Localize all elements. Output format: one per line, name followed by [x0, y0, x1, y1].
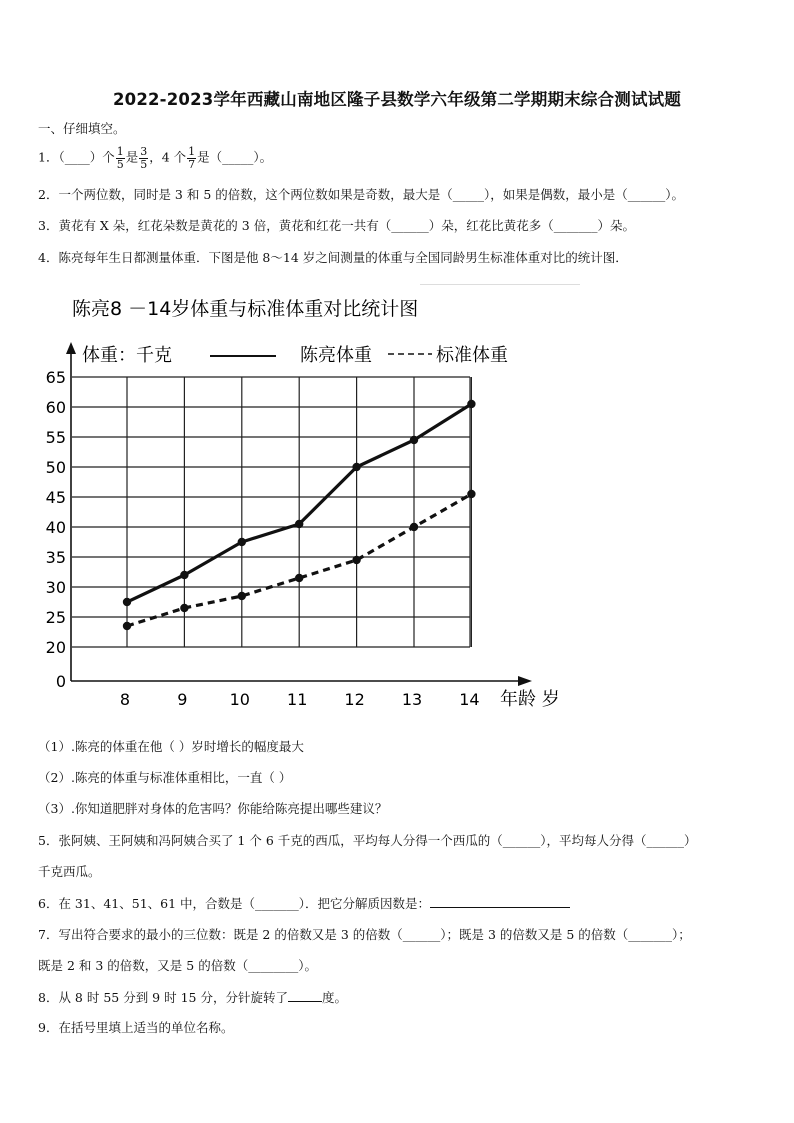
y-tick-label: 30 [45, 578, 66, 597]
question-5-cont: 千克西瓜。 [38, 864, 101, 879]
point-standard [123, 622, 131, 630]
chart-legend [66, 342, 508, 366]
q8-text: 8．从 8 时 55 分到 9 时 15 分，分针旋转了 [38, 990, 288, 1005]
y-tick-label: 0 [55, 672, 66, 691]
q1-suffix: 是（_____）。 [197, 149, 273, 165]
x-tick-label: 12 [344, 690, 365, 709]
y-tick-label: 45 [45, 488, 66, 507]
y-tick-label: 20 [45, 638, 66, 657]
question-8 [38, 989, 347, 1005]
y-tick-label: 50 [45, 458, 66, 477]
fraction-3-5: $\frac{3}{5}$ [140, 145, 148, 171]
question-7-cont: 既是 2 和 3 的倍数，又是 5 的倍数（________）。 [38, 958, 317, 973]
weight-comparison-chart [38, 285, 598, 725]
point-standard [180, 604, 188, 612]
question-9: 9．在括号里填上适当的单位名称。 [38, 1020, 234, 1035]
y-tick-label: 35 [45, 548, 66, 567]
question-1 [38, 146, 272, 170]
x-tick-label: 10 [229, 690, 250, 709]
legend-label-chenliang: 陈亮体重 [300, 345, 372, 366]
x-tick-label: 13 [401, 690, 423, 709]
question-4-1: （1）.陈亮的体重在他（ ）岁时增长的幅度最大 [38, 739, 304, 754]
point-chenliang [352, 463, 360, 471]
question-3: 3．黄花有 X 朵，红花朵数是黄花的 3 倍，黄花和红花一共有（______）朵，红花比黄花多（_______）朵。 [38, 218, 635, 233]
x-tick-label: 9 [177, 690, 188, 709]
question-4-2: （2）.陈亮的体重与标准体重相比，一直（ ） [38, 770, 292, 785]
q1-prefix: 1．（____）个 [38, 149, 115, 165]
y-axis-label: 体重：千克 [82, 345, 172, 366]
point-standard [352, 556, 360, 564]
point-chenliang [238, 538, 246, 546]
chart-tick-labels [46, 368, 560, 710]
page-title: 2022-2023学年西藏山南地区隆子县数学六年级第二学期期末综合测试试题 [112, 90, 682, 109]
question-5: 5．张阿姨、王阿姨和冯阿姨合买了 1 个 6 千克的西瓜，平均每人分得一个西瓜的（______），平均每人分得（______） [38, 833, 697, 848]
q8-suffix: 度。 [321, 990, 347, 1005]
q6-text: 6．在 31、41、51、61 中，合数是（_______）．把它分解质因数是： [38, 896, 431, 911]
point-standard [467, 490, 475, 498]
chart-grid [72, 377, 471, 647]
fraction-1-7: $\frac{1}{7}$ [188, 145, 196, 171]
x-tick-label: 11 [287, 690, 308, 709]
y-tick-label: 65 [45, 368, 66, 387]
y-tick-label: 40 [45, 518, 66, 537]
x-axis-label: 年龄 岁 [500, 689, 560, 710]
point-standard [238, 592, 246, 600]
y-tick-label: 55 [45, 428, 66, 447]
question-4-3: （3）.你知道肥胖对身体的危害吗？你能给陈亮提出哪些建议？ [38, 801, 388, 816]
chart-title: 陈亮8 －14岁体重与标准体重对比统计图 [72, 298, 419, 320]
question-2: 2．一个两位数，同时是 3 和 5 的倍数，这个两位数如果是奇数，最大是（_____），如果是偶数，最小是（______）。 [38, 187, 685, 202]
legend-label-standard: 标准体重 [436, 345, 508, 366]
point-chenliang [295, 520, 303, 528]
fraction-1-5: $\frac{1}{5}$ [116, 145, 124, 171]
y-axis-arrow-icon [66, 342, 76, 354]
point-chenliang [123, 598, 131, 606]
point-chenliang [467, 400, 475, 408]
point-standard [295, 574, 303, 582]
answer-blank [288, 989, 322, 1002]
question-6 [38, 895, 570, 911]
q1-mid1: 是 [125, 149, 139, 165]
section-heading: 一、仔细填空。 [38, 121, 126, 136]
y-tick-label: 25 [45, 608, 66, 627]
point-chenliang [410, 436, 418, 444]
y-tick-label: 60 [45, 398, 66, 417]
question-4: 4．陈亮每年生日都测量体重．下图是他 8～14 岁之间测量的体重与全国同龄男生标准体重对比的统计图． [38, 250, 628, 265]
point-standard [410, 523, 418, 531]
chart-axes [71, 347, 532, 686]
x-tick-label: 8 [119, 690, 131, 709]
q1-mid2: ，4 个 [149, 149, 187, 165]
answer-blank [430, 895, 570, 908]
question-7: 7．写出符合要求的最小的三位数：既是 2 的倍数又是 3 的倍数（______）；既是 3 的倍数又是 5 的倍数（_______）； [38, 927, 691, 942]
point-chenliang [180, 571, 188, 579]
x-tick-label: 14 [459, 690, 480, 709]
x-axis-arrow-icon [518, 676, 532, 686]
